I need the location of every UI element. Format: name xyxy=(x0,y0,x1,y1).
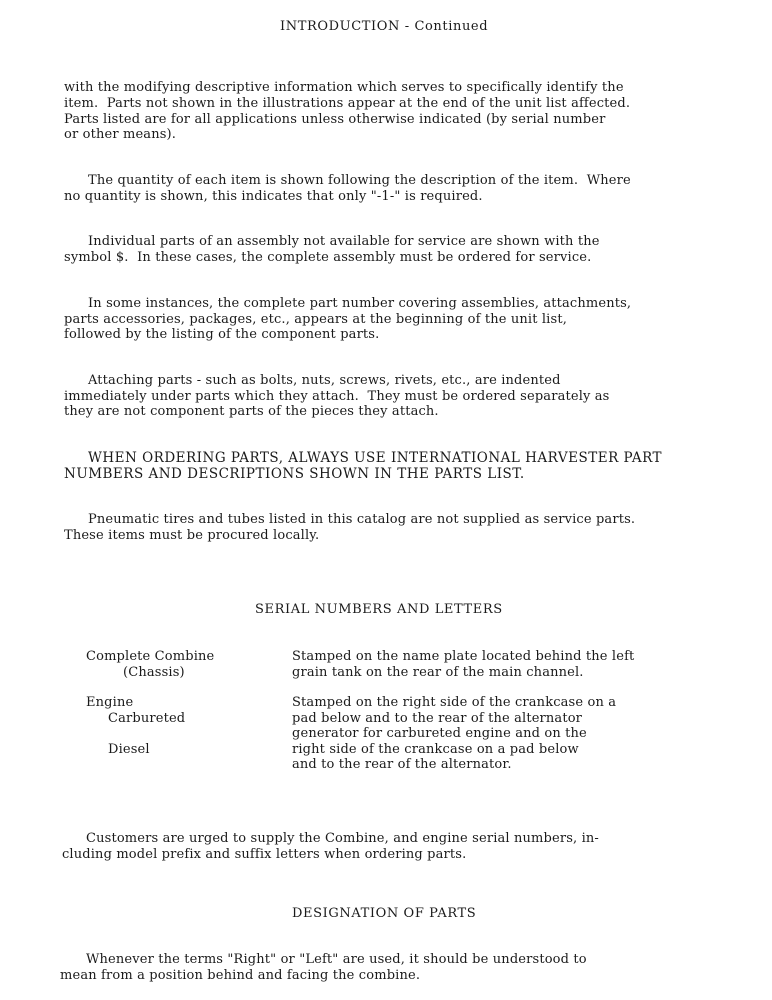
paragraph-3-line-2: symbol $. In these cases, the complete assembly must be ordered for service. xyxy=(64,250,592,265)
serial-section-heading: SERIAL NUMBERS AND LETTERS xyxy=(255,602,503,617)
paragraph-1-line-2: item. Parts not shown in the illustrations appear at the end of the unit list affected. xyxy=(64,96,631,111)
engine-desc-line-4: right side of the crankcase on a pad below xyxy=(292,742,579,757)
paragraph-4-line-3: followed by the listing of the component parts. xyxy=(64,327,380,342)
engine-label: Engine xyxy=(86,695,134,710)
designation-line-1: Whenever the terms "Right" or "Left" are used, it should be understood to xyxy=(86,952,587,967)
combine-sublabel: (Chassis) xyxy=(123,665,185,680)
customers-note-line-2: cluding model prefix and suffix letters when ordering parts. xyxy=(62,847,467,862)
combine-desc-line-2: grain tank on the rear of the main channel. xyxy=(292,665,584,680)
paragraph-1-line-1: with the modifying descriptive information which serves to specifically identify the xyxy=(64,80,624,95)
paragraph-5-line-1: Attaching parts - such as bolts, nuts, screws, rivets, etc., are indented xyxy=(88,373,561,388)
paragraph-4-line-2: parts accessories, packages, etc., appears at the beginning of the unit list, xyxy=(64,312,567,327)
engine-desc-line-2: pad below and to the rear of the alternator xyxy=(292,711,583,726)
paragraph-2-line-2: no quantity is shown, this indicates that only "-1-" is required. xyxy=(64,189,483,204)
paragraph-5-line-2: immediately under parts which they attach. They must be ordered separately as xyxy=(64,389,610,404)
engine-desc-line-5: and to the rear of the alternator. xyxy=(292,757,512,772)
customers-note-line-1: Customers are urged to supply the Combine, and engine serial numbers, in- xyxy=(86,831,599,846)
combine-label: Complete Combine xyxy=(86,649,215,664)
designation-section-heading: DESIGNATION OF PARTS xyxy=(292,906,477,921)
paragraph-1-line-3: Parts listed are for all applications unless otherwise indicated (by serial number xyxy=(64,112,606,127)
paragraph-4-line-1: In some instances, the complete part number covering assemblies, attachments, xyxy=(88,296,632,311)
designation-line-2: mean from a position behind and facing the combine. xyxy=(60,968,421,983)
paragraph-2-line-1: The quantity of each item is shown following the description of the item. Where xyxy=(88,173,631,188)
paragraph-1-line-4: or other means). xyxy=(64,127,177,142)
engine-desc-line-1: Stamped on the right side of the crankcase on a xyxy=(292,695,617,710)
paragraph-6-line-1: WHEN ORDERING PARTS, ALWAYS USE INTERNATIONAL HARVESTER PART xyxy=(88,450,663,466)
paragraph-7-line-1: Pneumatic tires and tubes listed in this catalog are not supplied as service parts. xyxy=(88,512,636,527)
paragraph-5-line-3: they are not component parts of the pieces they attach. xyxy=(64,404,439,419)
engine-desc-line-3: generator for carbureted engine and on the xyxy=(292,726,587,741)
page-header: INTRODUCTION - Continued xyxy=(280,19,489,34)
engine-carbureted-label: Carbureted xyxy=(108,711,186,726)
combine-desc-line-1: Stamped on the name plate located behind the left xyxy=(292,649,635,664)
paragraph-7-line-2: These items must be procured locally. xyxy=(64,528,320,543)
engine-diesel-label: Diesel xyxy=(108,742,150,757)
paragraph-3-line-1: Individual parts of an assembly not available for service are shown with the xyxy=(88,234,600,249)
paragraph-6-line-2: NUMBERS AND DESCRIPTIONS SHOWN IN THE PARTS LIST. xyxy=(64,466,525,482)
